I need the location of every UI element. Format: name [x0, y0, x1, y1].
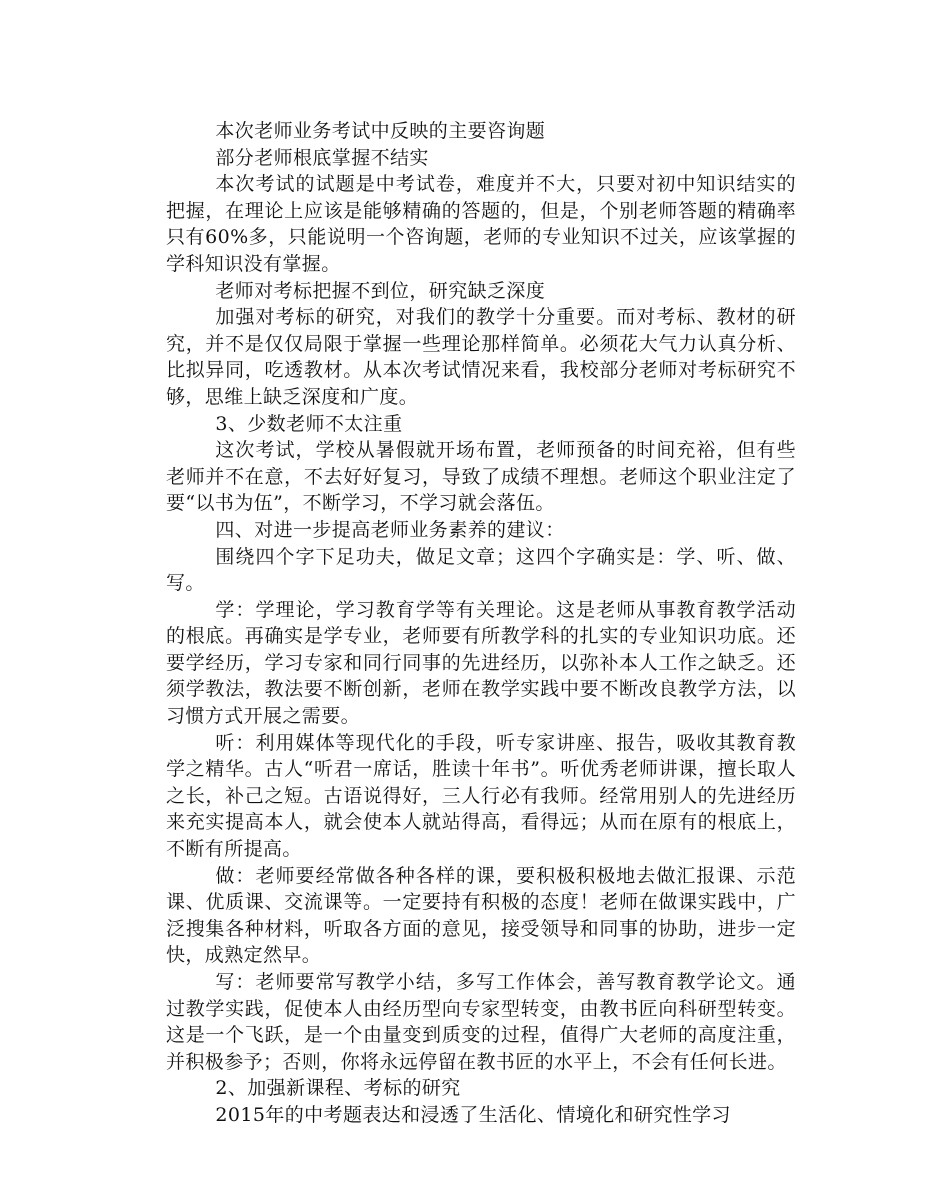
- heading-suggestions: 四、对进一步提高老师业务素养的建议：: [215, 518, 565, 541]
- document-body: [166, 118, 796, 1129]
- paragraph-standards-research: 加强对考标的研究，对我们的教学十分重要。而对考标、教材的研究，并不是仅仅局限于掌握一些理论那样简单。必须花大气力认真分析、比拟异同，吃透教材。从本次考试情况来看，我校部分老师对考标研究不够，思维上缺乏深度和广度。: [166, 306, 796, 408]
- heading-main-issues: 本次老师业务考试中反映的主要咨询题: [215, 120, 546, 142]
- subheading-standards: 老师对考标把握不到位，研究缺乏深度: [215, 279, 546, 302]
- paragraph-listen: 听：利用媒体等现代化的手段，听专家讲座、报告，吸收其教育教学之精华。古人“听君一席话，胜读十年书”。听优秀老师讲课，擅长取人之长，补己之短。古语说得好，三人行必有我师。经常用别人的先进经历来充实提高本人，就会使本人就站得高，看得远；从而在原有的根底上，不断有所提高。: [166, 731, 796, 861]
- subheading-foundation: 部分老师根底掌握不结实: [215, 146, 429, 169]
- paragraph-write: 写：老师要常写教学小结，多写工作体会，善写教育教学论文。通过教学实践，促使本人由经历型向专家型转变，由教书匠向科研型转变。这是一个飞跃，是一个由量变到质变的过程，值得广大老师的高度注重，并积极参予；否则，你将永远停留在教书匠的水平上，不会有任何长进。: [166, 971, 796, 1073]
- paragraph-learn: 学：学理论，学习教育学等有关理论。这是老师从事教育教学活动的根底。再确实是学专业，老师要有所教学科的扎实的专业知识功底。还要学经历，学习专家和同行同事的先进经历，以弥补本人工作之缺乏。还须学教法，教法要不断创新，老师在教学实践中要不断改良教学方法，以习惯方式开展之需要。: [166, 598, 796, 728]
- paragraph-four-words: 围绕四个字下足功夫，做足文章；这四个字确实是：学、听、做、写。: [166, 545, 796, 595]
- subheading-attention: 3、少数老师不太注重: [215, 412, 403, 435]
- paragraph-attention: 这次考试，学校从暑假就开场布置，老师预备的时间充裕，但有些老师并不在意，不去好好复习，导致了成绩不理想。老师这个职业注定了要“以书为伍”，不断学习，不学习就会落伍。: [166, 439, 796, 515]
- paragraph-exam-analysis: 本次考试的试题是中考试卷，难度并不大，只要对初中知识结实的把握，在理论上应该是能够精确的答题的，但是，个别老师答题的精确率只有60%多，只能说明一个咨询题，老师的专业知识不过关，应该掌握的学科知识没有掌握。: [166, 173, 796, 275]
- paragraph-do: 做：老师要经常做各种各样的课，要积极积极地去做汇报课、示范课、优质课、交流课等。一定要持有积极的态度！老师在做课实践中，广泛搜集各种材料，听取各方面的意见，接受领导和同事的协助，进步一定快，成熟定然早。: [166, 864, 796, 967]
- paragraph-2015-exam: 2015年的中考题表达和浸透了生活化、情境化和研究性学习: [215, 1103, 731, 1126]
- subheading-new-curriculum: 2、加强新课程、考标的研究: [215, 1077, 461, 1100]
